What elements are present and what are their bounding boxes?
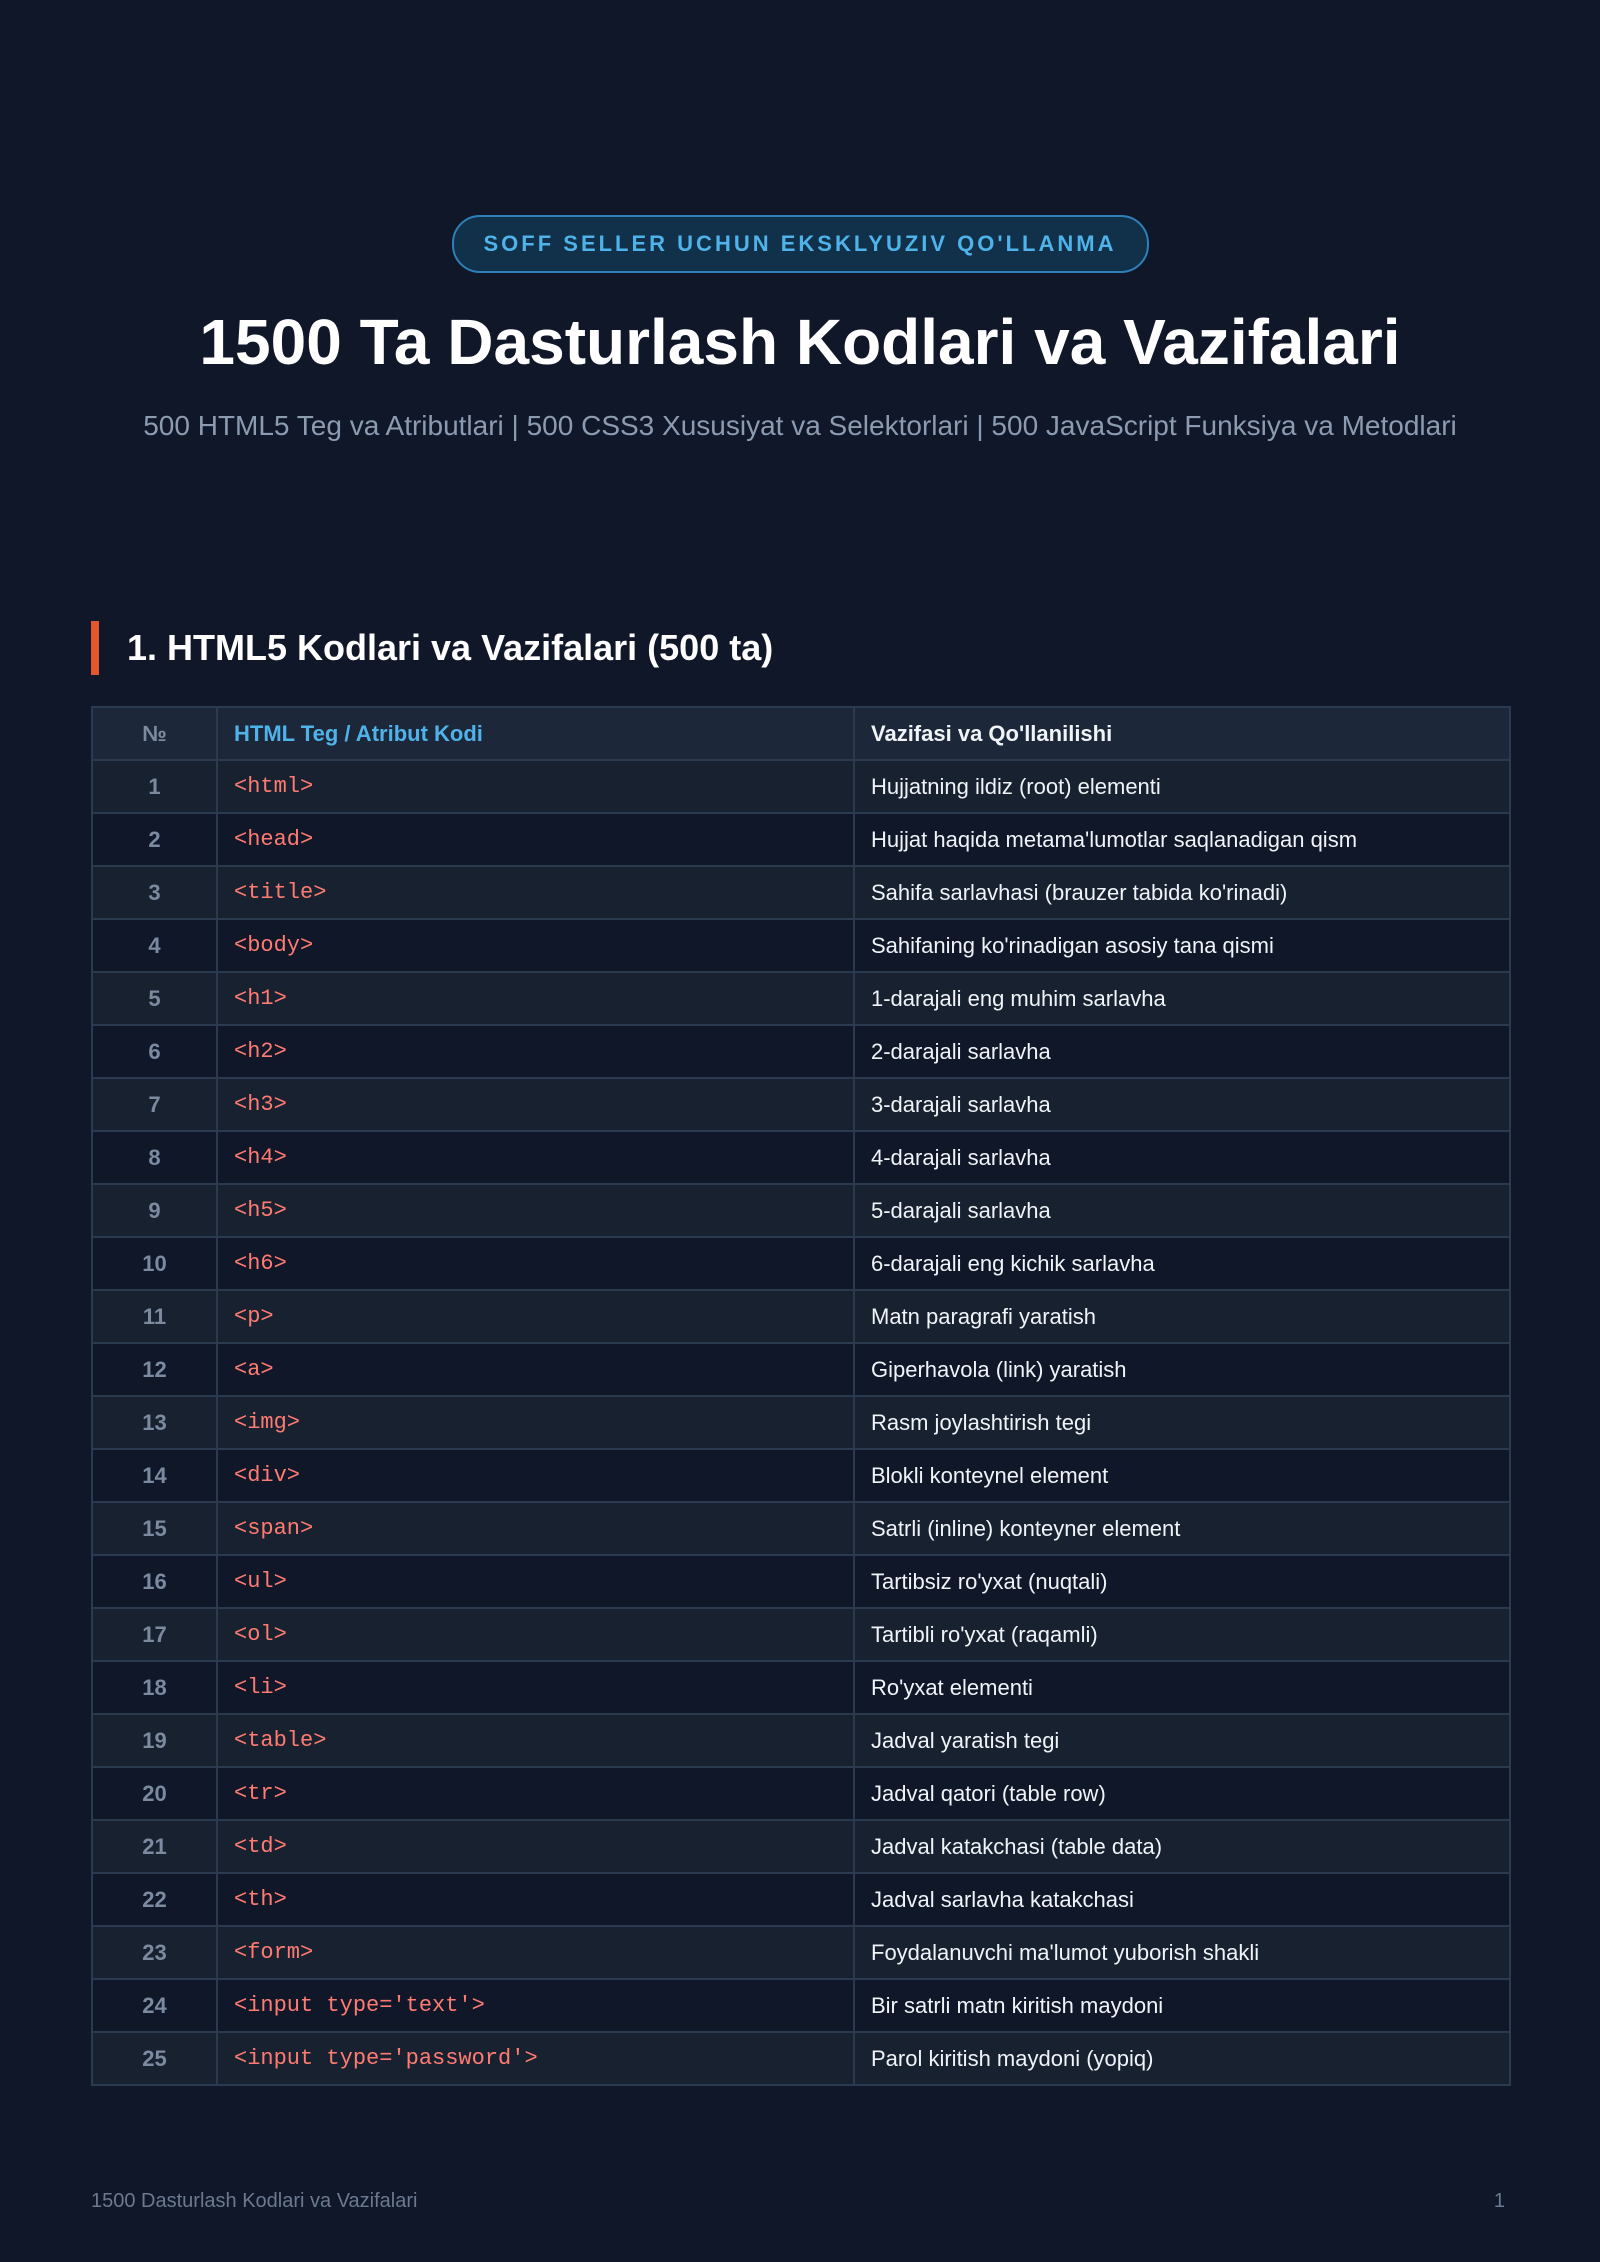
table-row (92, 1237, 1510, 1290)
row-number: 8 (92, 1131, 217, 1184)
row-number: 16 (92, 1555, 217, 1608)
row-number: 22 (92, 1873, 217, 1926)
row-code: <h5> (217, 1184, 854, 1237)
row-number: 5 (92, 972, 217, 1025)
row-number: 13 (92, 1396, 217, 1449)
row-number: 25 (92, 2032, 217, 2085)
row-code: <div> (217, 1449, 854, 1502)
table-row (92, 866, 1510, 919)
table-header-row (92, 707, 1510, 760)
table-row (92, 1396, 1510, 1449)
page-subtitle: 500 HTML5 Teg va Atributlari | 500 CSS3 Xususiyat va Selektorlari | 500 JavaScript Funksiya va Metodlari (143, 410, 1457, 441)
row-number: 7 (92, 1078, 217, 1131)
row-description: Tartibsiz ro'yxat (nuqtali) (854, 1555, 1510, 1608)
table-row (92, 1343, 1510, 1396)
table-row (92, 1873, 1510, 1926)
row-number: 4 (92, 919, 217, 972)
row-number: 14 (92, 1449, 217, 1502)
table-row (92, 1025, 1510, 1078)
row-code: <ol> (217, 1608, 854, 1661)
row-number: 23 (92, 1926, 217, 1979)
table-row (92, 1502, 1510, 1555)
row-code: <input type='password'> (217, 2032, 854, 2085)
row-description: Satrli (inline) konteyner element (854, 1502, 1510, 1555)
row-code: <html> (217, 760, 854, 813)
row-code: <span> (217, 1502, 854, 1555)
table-row (92, 1131, 1510, 1184)
row-number: 19 (92, 1714, 217, 1767)
row-number: 12 (92, 1343, 217, 1396)
table-row (92, 1979, 1510, 2032)
row-code: <img> (217, 1396, 854, 1449)
table-row (92, 1555, 1510, 1608)
row-code: <ul> (217, 1555, 854, 1608)
row-code: <th> (217, 1873, 854, 1926)
table-row (92, 1661, 1510, 1714)
row-description: Parol kiritish maydoni (yopiq) (854, 2032, 1510, 2085)
row-description: Ro'yxat elementi (854, 1661, 1510, 1714)
row-number: 9 (92, 1184, 217, 1237)
row-code: <form> (217, 1926, 854, 1979)
row-code: <li> (217, 1661, 854, 1714)
row-description: Foydalanuvchi ma'lumot yuborish shakli (854, 1926, 1510, 1979)
table-row (92, 760, 1510, 813)
footer-title: 1500 Dasturlash Kodlari va Vazifalari (91, 2190, 418, 2212)
row-description: Matn paragrafi yaratish (854, 1290, 1510, 1343)
badge-wrapper (0, 215, 1600, 273)
row-code: <body> (217, 919, 854, 972)
table-row (92, 1078, 1510, 1131)
row-description: Tartibli ro'yxat (raqamli) (854, 1608, 1510, 1661)
row-description: Giperhavola (link) yaratish (854, 1343, 1510, 1396)
table-row (92, 1926, 1510, 1979)
row-code: <a> (217, 1343, 854, 1396)
row-description: Sahifaning ko'rinadigan asosiy tana qismi (854, 919, 1510, 972)
row-code: <title> (217, 866, 854, 919)
row-description: 4-darajali sarlavha (854, 1131, 1510, 1184)
row-description: Jadval qatori (table row) (854, 1767, 1510, 1820)
row-description: 1-darajali eng muhim sarlavha (854, 972, 1510, 1025)
row-code: <h2> (217, 1025, 854, 1078)
row-number: 3 (92, 866, 217, 919)
row-description: Jadval yaratish tegi (854, 1714, 1510, 1767)
row-code: <head> (217, 813, 854, 866)
row-description: 6-darajali eng kichik sarlavha (854, 1237, 1510, 1290)
row-number: 1 (92, 760, 217, 813)
section-title: 1. HTML5 Kodlari va Vazifalari (500 ta) (91, 621, 773, 675)
row-description: Hujjat haqida metama'lumotlar saqlanadigan qism (854, 813, 1510, 866)
row-code: <p> (217, 1290, 854, 1343)
table-body (92, 760, 1510, 2085)
exclusive-badge: SOFF SELLER UCHUN EKSKLYUZIV QO'LLANMA (452, 215, 1149, 273)
row-number: 18 (92, 1661, 217, 1714)
table-row (92, 1184, 1510, 1237)
table-row (92, 2032, 1510, 2085)
table-row (92, 1290, 1510, 1343)
row-number: 11 (92, 1290, 217, 1343)
table-row (92, 1714, 1510, 1767)
header-number: № (92, 707, 217, 760)
header-description: Vazifasi va Qo'llanilishi (854, 707, 1510, 760)
row-number: 2 (92, 813, 217, 866)
page-title: 1500 Ta Dasturlash Kodlari va Vazifalari (199, 306, 1401, 378)
row-description: Bir satrli matn kiritish maydoni (854, 1979, 1510, 2032)
page-number: 1 (1493, 2190, 1505, 2212)
row-description: 3-darajali sarlavha (854, 1078, 1510, 1131)
row-code: <h6> (217, 1237, 854, 1290)
table-row (92, 1767, 1510, 1820)
row-number: 15 (92, 1502, 217, 1555)
html-codes-table (91, 706, 1511, 2086)
table-row (92, 1820, 1510, 1873)
row-code: <table> (217, 1714, 854, 1767)
row-number: 21 (92, 1820, 217, 1873)
row-number: 6 (92, 1025, 217, 1078)
row-description: Blokli konteynel element (854, 1449, 1510, 1502)
row-code: <h3> (217, 1078, 854, 1131)
row-description: Rasm joylashtirish tegi (854, 1396, 1510, 1449)
row-code: <h1> (217, 972, 854, 1025)
table-row (92, 1608, 1510, 1661)
row-description: Hujjatning ildiz (root) elementi (854, 760, 1510, 813)
row-description: 5-darajali sarlavha (854, 1184, 1510, 1237)
row-code: <h4> (217, 1131, 854, 1184)
row-code: <td> (217, 1820, 854, 1873)
row-description: Jadval katakchasi (table data) (854, 1820, 1510, 1873)
row-description: 2-darajali sarlavha (854, 1025, 1510, 1078)
row-description: Sahifa sarlavhasi (brauzer tabida ko'rinadi) (854, 866, 1510, 919)
row-code: <input type='text'> (217, 1979, 854, 2032)
row-number: 10 (92, 1237, 217, 1290)
row-number: 24 (92, 1979, 217, 2032)
table-row (92, 919, 1510, 972)
row-code: <tr> (217, 1767, 854, 1820)
row-number: 17 (92, 1608, 217, 1661)
header-code: HTML Teg / Atribut Kodi (217, 707, 854, 760)
row-number: 20 (92, 1767, 217, 1820)
row-description: Jadval sarlavha katakchasi (854, 1873, 1510, 1926)
table-row (92, 813, 1510, 866)
table-row (92, 972, 1510, 1025)
table-row (92, 1449, 1510, 1502)
